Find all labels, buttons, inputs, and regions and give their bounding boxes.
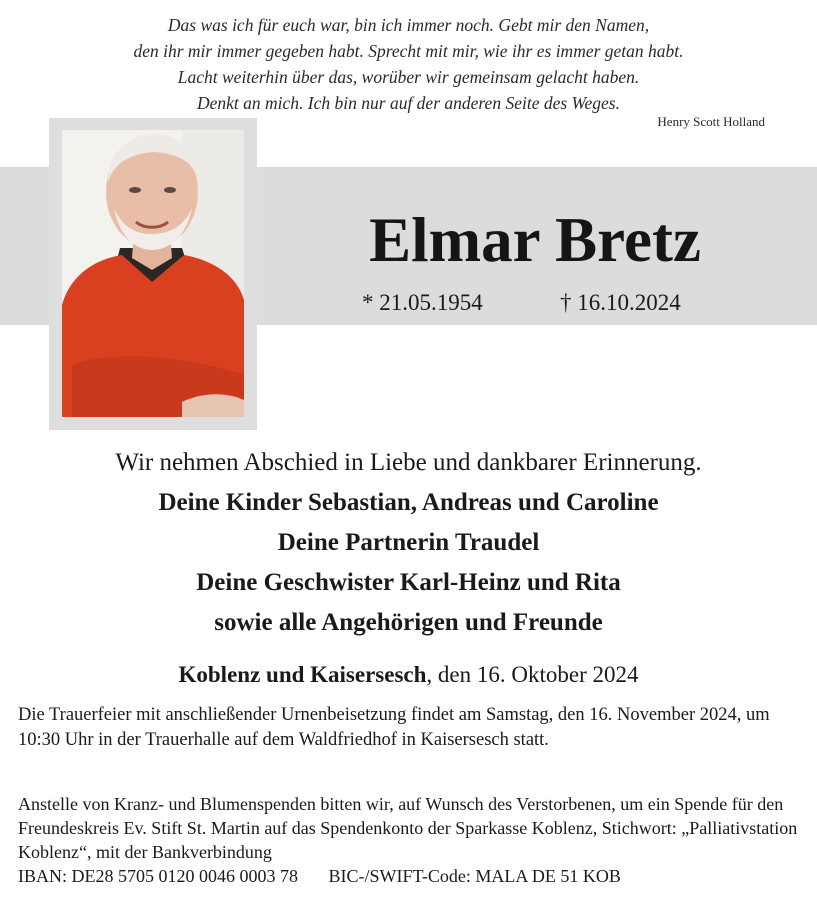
mourner-line: sowie alle Angehörigen und Freunde — [214, 609, 603, 636]
donation-text: Anstelle von Kranz- und Blumenspenden bitten wir, auf Wunsch des Verstorbenen, um ein Spende für den Freundeskreis Ev. Stift St. Martin auf das Spendenkonto der Sparkasse Koblenz, Stichwort: „Palliativstation Koblenz“, mit der Bankverbindung — [18, 794, 798, 862]
quote-line: Denkt an mich. Ich bin nur auf der anderen Seite des Weges. — [197, 93, 620, 113]
date: , den 16. Oktober 2024 — [426, 662, 639, 687]
birth-date: * 21.05.1954 — [362, 290, 483, 315]
death-date: † 16.10.2024 — [560, 290, 681, 315]
iban: IBAN: DE28 5705 0120 0046 0003 78 — [18, 866, 298, 886]
quote-author: Henry Scott Holland — [657, 114, 765, 129]
place-date — [0, 659, 817, 691]
funeral-details: Die Trauerfeier mit anschließender Urnenbeisetzung findet am Samstag, den 16. November 2024, um 10:30 Uhr in der Trauerhalle auf dem Waldfriedhof in Kaisersesch statt. — [18, 705, 770, 750]
quote-line: Das was ich für euch war, bin ich immer noch. Gebt mir den Namen, — [167, 15, 650, 35]
donation-request — [18, 792, 808, 888]
quote — [0, 12, 817, 116]
deceased-name: Elmar Bretz — [369, 205, 701, 275]
mourner-line: Deine Partnerin Traudel — [277, 529, 540, 556]
quote-line: Lacht weiterhin über das, worüber wir gemeinsam gelacht haben. — [177, 67, 640, 87]
mourner-line: Deine Geschwister Karl-Heinz und Rita — [196, 569, 621, 596]
bic: BIC-/SWIFT-Code: MALA DE 51 KOB — [328, 866, 621, 886]
quote-line: den ihr mir immer gegeben habt. Sprecht mit mir, wie ihr es immer getan habt. — [133, 41, 684, 61]
mourner-line: Deine Kinder Sebastian, Andreas und Caroline — [158, 489, 659, 516]
place: Koblenz und Kaisersesch — [178, 662, 427, 687]
mourners-list — [0, 483, 817, 643]
bank-details — [18, 864, 808, 888]
farewell-line: Wir nehmen Abschied in Liebe und dankbarer Erinnerung. — [115, 449, 702, 476]
portrait-photo — [62, 130, 244, 417]
portrait-illustration — [62, 130, 244, 417]
